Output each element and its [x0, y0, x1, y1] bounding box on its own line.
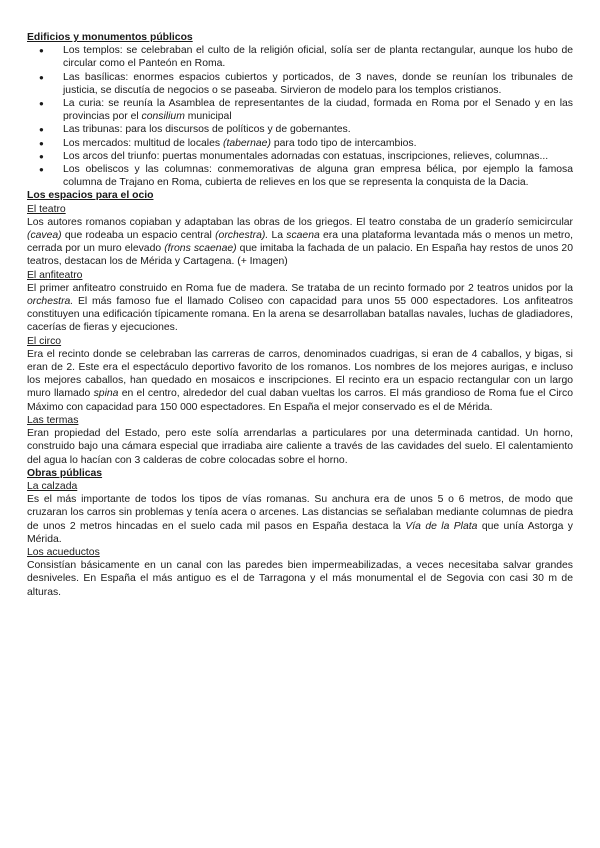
text: era una plataforma levantada más o menos un metro, cerrada por un muro elevado [27, 230, 573, 255]
list-item [63, 123, 573, 136]
document-page [27, 31, 573, 599]
subsection-title-acueductos: Los acueductos [27, 546, 100, 558]
section-title-obras: Obras públicas [27, 467, 103, 479]
subsection-title-termas: Las termas [27, 414, 79, 426]
paragraph-anfiteatro [27, 282, 573, 335]
item-text: municipal [184, 111, 232, 123]
paragraph-calzada [27, 493, 573, 546]
text: Es el más importante de todos los tipos de vías romanas. Su anchura era de unos 5 o 6 metros, de modo que cruzaran los carros sin problemas y tenía acera o arcenes. Las distancias se señalaban mediante columnas de piedra de unos 2 metros hincadas en el suelo cada mil pasos en España destaca la [27, 494, 573, 532]
item-text: Los templos: se celebraban el culto de la religión oficial, solía ser de planta rectangular, aunque los hubo de circular como el Panteón en Roma. [63, 45, 573, 70]
item-emphasis: (tabernae) [222, 137, 271, 149]
list-item [63, 150, 573, 163]
section-title-ocio: Los espacios para el ocio [27, 190, 154, 202]
text: El primer anfiteatro construido en Roma fue de madera. Se trataba de un recinto formado por 2 teatros unidos por la [27, 282, 573, 294]
edificios-list [27, 44, 573, 189]
text: que imitaba la fachada de un palacio. En España hay restos de unos 20 teatros, destacan los de Mérida y Cartagena. (+ Imagen) [27, 243, 573, 268]
list-item [63, 163, 573, 189]
emphasis: (orchestra). [215, 230, 269, 242]
emphasis: (cavea) [27, 230, 62, 242]
item-text: Los arcos del triunfo: puertas monumentales adornadas con estatuas, inscripciones, relieves, columnas... [63, 150, 549, 162]
emphasis: (frons scaenae) [164, 243, 237, 255]
item-text: Los obeliscos y las columnas: conmemorativas de alguna gran empresa bélica, por ejemplo la famosa columna de Trajano en Roma, cubierta de relieves en los que se representa la conquista de la Dacia. [63, 164, 573, 189]
text: que unía Astorga y Mérida. [27, 520, 573, 545]
emphasis: Vía de la Plata [405, 520, 478, 532]
list-item [63, 97, 573, 123]
emphasis: scaena [286, 230, 320, 242]
text: Consistían básicamente en un canal con las paredes bien impermeabilizadas, a veces necesitaba salvar grandes desniveles. En España el más antiguo es el de Tarragona y el más monumental el de Segovia con casi 30 m de alturas. [27, 560, 573, 598]
text: que rodeaba un espacio central [61, 230, 216, 242]
paragraph-termas [27, 427, 573, 467]
item-text: para todo tipo de intercambios. [270, 137, 417, 149]
emphasis: spina [93, 388, 119, 400]
section-title-edificios: Edificios y monumentos públicos [27, 32, 193, 43]
paragraph-teatro [27, 216, 573, 269]
item-text: Los mercados: multitud de locales [63, 137, 223, 149]
text: Era el recinto donde se celebraban las carreras de carros, denominados cuadrigas, si eran de 4 caballos, y bigas, si eran de 2. Este era el espectáculo deportivo favorito de los romanos. Los nombres de los mejores aurigas, e incluso los mejores caballos, han quedado en mosaicos e inscripciones. El recinto era un espacio rectangular con un largo muro llamado [27, 348, 573, 400]
text: Los autores romanos copiaban y adaptaban las obras de los griegos. El teatro constaba de un graderío semicircular [27, 216, 573, 228]
item-text: La curia: se reunía la Asamblea de representantes de la ciudad, formada en Roma por el Senado y en las provincias por el [63, 98, 573, 123]
list-item [63, 137, 573, 150]
list-item [63, 71, 573, 97]
subsection-title-circo: El circo [27, 335, 62, 347]
item-emphasis: consilium [141, 111, 185, 123]
text: Eran propiedad del Estado, pero este solía arrendarlas a particulares por una determinada cantidad. Un horno, construido bajo una cámara especial que irradiaba aire caliente a través de las cavidades del suelo. El calentamiento del agua lo hacían con 3 calderas de cobre colocadas sobre el horno. [27, 428, 573, 466]
item-text: Las basílicas: enormes espacios cubiertos y porticados, de 3 naves, donde se reunían los tribunales de justicia, se discutía de negocios o se paseaba. Sirvieron de modelo para los templos cristianos. [63, 71, 573, 96]
paragraph-acueductos [27, 559, 573, 599]
paragraph-circo [27, 348, 573, 414]
subsection-title-calzada: La calzada [27, 480, 78, 492]
text: El más famoso fue el llamado Coliseo con capacidad para unos 55 000 espectadores. Los anfiteatros constituyen una edificación típicamente romana. En la arena se desarrollaban batallas navales, luchas de gladiadores, cacerías de fieras y ejecuciones. [27, 296, 573, 334]
text: La [268, 230, 287, 242]
text: en el centro, alrededor del cual daban vueltas los carros. El más grandioso de Roma fue el Circo Máximo con capacidad para 150 000 espectadores. En España el mejor conservado es el de Mérida. [27, 388, 573, 413]
item-text: Las tribunas: para los discursos de políticos y de gobernantes. [63, 124, 351, 136]
subsection-title-teatro: El teatro [27, 203, 66, 215]
subsection-title-anfiteatro: El anfiteatro [27, 269, 83, 281]
list-item [63, 44, 573, 70]
emphasis: orchestra. [27, 296, 74, 308]
